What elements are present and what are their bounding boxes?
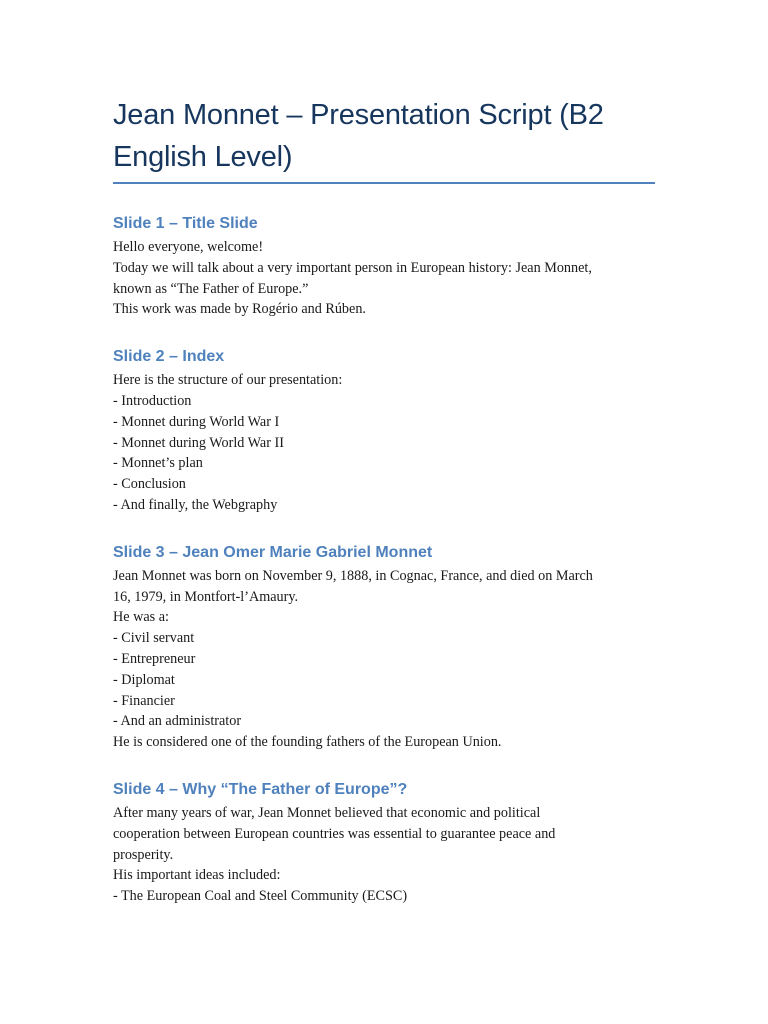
body-text-line: - Diplomat [113,671,175,688]
body-text-line: - Entrepreneur [113,650,196,667]
body-text-line: known as “The Father of Europe.” [113,280,309,297]
body-text-line: After many years of war, Jean Monnet believed that economic and political [113,804,541,821]
document-page [113,94,658,907]
body-text-line: Hello everyone, welcome! [113,239,264,255]
body-text-line: Here is the structure of our presentation: [113,372,343,389]
title-underline [113,182,655,184]
body-text-line: - Conclusion [113,476,186,493]
body-text-line: 16, 1979, in Montfort-l’Amaury. [113,588,299,605]
body-text-line: - Introduction [113,392,192,409]
body-text-line: He was a: [113,609,169,626]
body-text-line: - Monnet during World War I [113,413,280,430]
body-text-line: - Monnet during World War II [113,434,284,451]
section-heading: Slide 4 – Why “The Father of Europe”? [113,780,408,798]
section-slide-1 [113,213,658,320]
body-text-line: - Civil servant [113,630,195,647]
body-text-line: Today we will talk about a very important person in European history: Jean Monnet, [113,259,592,276]
body-text-line: Jean Monnet was born on November 9, 1888, in Cognac, France, and died on March [113,567,593,584]
section-slide-2 [113,346,658,516]
body-text-line: - Financier [113,692,175,709]
section-slide-3 [113,542,658,753]
body-text-line: - The European Coal and Steel Community (ECSC) [113,888,408,905]
body-text-line: - Monnet’s plan [113,455,203,472]
document-body [113,213,658,907]
section-heading: Slide 2 – Index [113,348,225,366]
body-text-line: cooperation between European countries was essential to guarantee peace and [113,825,556,842]
body-text-line: His important ideas included: [113,867,281,884]
section-slide-4 [113,779,658,907]
body-text-line: - And finally, the Webgraphy [113,496,278,513]
section-heading: Slide 3 – Jean Omer Marie Gabriel Monnet [113,543,433,561]
body-text-line: - And an administrator [113,713,242,730]
body-text-line: He is considered one of the founding fathers of the European Union. [113,734,502,751]
body-text-line: prosperity. [113,846,174,863]
document-title: Jean Monnet – Presentation Script (B2 English Level) [113,99,604,173]
body-text-line: This work was made by Rogério and Rúben. [113,301,366,318]
section-heading: Slide 1 – Title Slide [113,215,258,232]
